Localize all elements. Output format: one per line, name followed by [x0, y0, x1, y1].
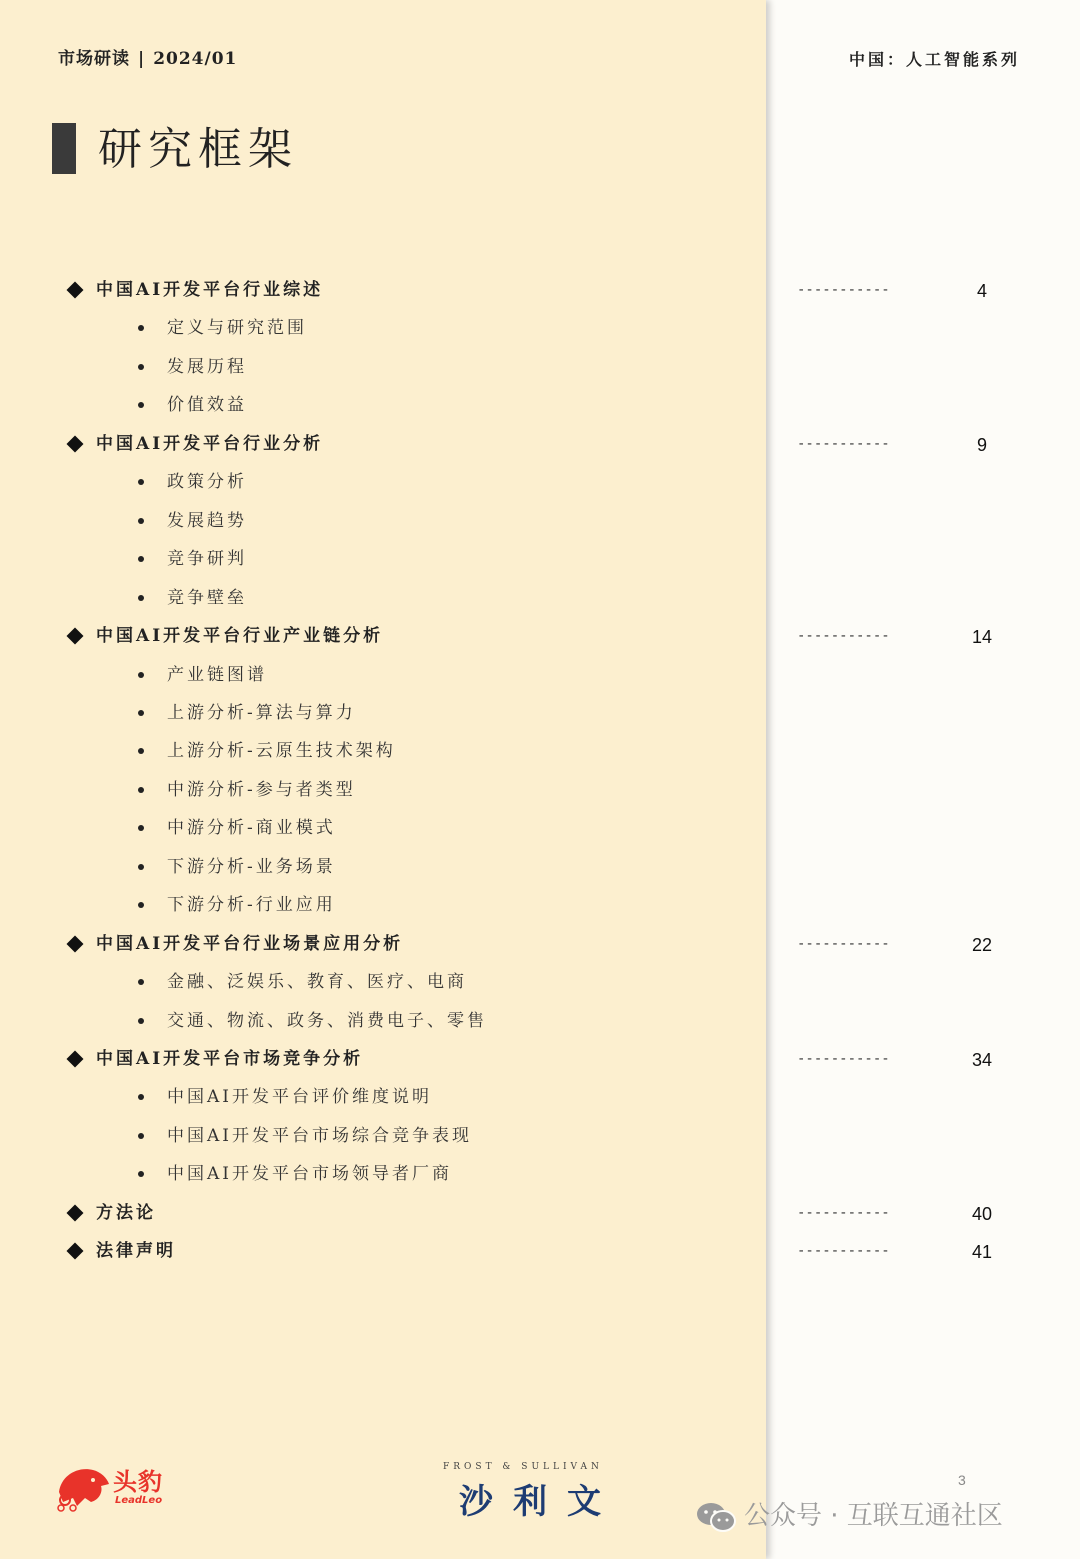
dot-bullet-icon: [138, 1018, 144, 1024]
toc-subitem[interactable]: [0, 892, 1080, 922]
title-accent-bar: [52, 123, 76, 174]
toc-subitem[interactable]: [0, 1123, 1080, 1153]
toc-leader-dashes: -----------: [797, 435, 890, 452]
toc-section-label: 中国AI开发平台市场竞争分析: [96, 1049, 364, 1069]
toc-section-label: 中国AI开发平台行业综述: [96, 280, 324, 300]
toc-subitem-label: 上游分析-云原生技术架构: [167, 741, 396, 762]
toc-subitem-label: 竞争壁垒: [167, 587, 247, 608]
toc-section-label: 中国AI开发平台行业场景应用分析: [96, 933, 404, 954]
toc-page-number: 34: [971, 1050, 993, 1070]
toc-section[interactable]: [0, 431, 1080, 461]
diamond-bullet-icon: [67, 1243, 84, 1260]
toc-page-number: 4: [976, 281, 987, 301]
dot-bullet-icon: [138, 1133, 144, 1139]
dot-bullet-icon: [138, 479, 144, 485]
toc-subitem-label: 金融、泛娱乐、教育、医疗、电商: [167, 972, 467, 993]
toc-subitem[interactable]: [0, 854, 1080, 884]
toc-subitem-label: 上游分析-算法与算力: [167, 702, 356, 723]
toc-leader-dashes: -----------: [797, 935, 890, 952]
dot-bullet-icon: [138, 864, 144, 870]
toc-subitem[interactable]: [0, 546, 1080, 576]
toc-subitem-label: 政策分析: [167, 472, 247, 493]
dot-bullet-icon: [138, 556, 144, 562]
dot-bullet-icon: [138, 979, 144, 985]
diamond-bullet-icon: [67, 435, 84, 452]
diamond-bullet-icon: [67, 628, 84, 645]
dot-bullet-icon: [138, 1171, 144, 1177]
toc-page-number: 22: [971, 934, 993, 955]
wechat-watermark: [696, 1498, 1066, 1534]
dot-bullet-icon: [138, 825, 144, 831]
toc-subitem[interactable]: [0, 315, 1080, 345]
report-header: [58, 44, 237, 69]
series-title: 中国：人工智能系列: [848, 50, 1020, 69]
toc-subitem-label: 发展历程: [167, 356, 247, 377]
toc-subitem-label: 中国AI开发平台评价维度说明: [167, 1087, 432, 1108]
dot-bullet-icon: [138, 1094, 144, 1100]
toc-subitem[interactable]: [0, 1008, 1080, 1038]
leadleo-en-name: LeadLeo: [115, 1495, 163, 1506]
toc-page-number: 41: [971, 1242, 993, 1263]
watermark-text: 公众号 · 互联互通社区: [744, 1501, 1003, 1531]
fs-cn-name: 沙利文: [459, 1482, 621, 1522]
toc-subitem-label: 竞争研判: [167, 549, 247, 570]
toc-subitem[interactable]: [0, 392, 1080, 422]
toc-subitem-label: 中国AI开发平台市场领导者厂商: [167, 1164, 452, 1185]
toc-section-label: 法律声明: [96, 1241, 176, 1262]
diamond-bullet-icon: [67, 1204, 84, 1221]
toc-section-label: 方法论: [96, 1202, 156, 1223]
dot-bullet-icon: [138, 710, 144, 716]
toc-section[interactable]: [0, 277, 1080, 307]
leadleo-cn-name: 头豹: [113, 1468, 163, 1496]
header-separator: |: [138, 49, 146, 69]
toc-section[interactable]: [0, 1046, 1080, 1076]
dot-bullet-icon: [138, 595, 144, 601]
toc-section-label: 中国AI开发平台行业分析: [96, 433, 324, 454]
toc-subitem-label: 定义与研究范围: [167, 318, 307, 339]
report-date: 2024/01: [153, 49, 238, 69]
toc-subitem[interactable]: [0, 777, 1080, 807]
toc-subitem-label: 下游分析-行业应用: [167, 895, 336, 916]
toc-subitem-label: 中游分析-商业模式: [167, 818, 336, 839]
dot-bullet-icon: [138, 364, 144, 370]
dot-bullet-icon: [138, 325, 144, 331]
diamond-bullet-icon: [67, 935, 84, 952]
leopard-icon: [55, 1462, 111, 1512]
toc-section[interactable]: [0, 931, 1080, 961]
toc-subitem[interactable]: [0, 815, 1080, 845]
toc-subitem-label: 价值效益: [167, 395, 247, 416]
toc-subitem-label: 下游分析-业务场景: [167, 856, 336, 877]
dot-bullet-icon: [138, 518, 144, 524]
toc-subitem[interactable]: [0, 508, 1080, 538]
toc-page-number: 14: [971, 627, 993, 648]
dot-bullet-icon: [138, 787, 144, 793]
toc-subitem[interactable]: [0, 662, 1080, 692]
toc-section[interactable]: [0, 1200, 1080, 1230]
leadleo-logo: [55, 1462, 175, 1514]
toc-subitem[interactable]: [0, 585, 1080, 615]
toc-subitem-label: 交通、物流、政务、消费电子、零售: [167, 1010, 487, 1031]
wechat-icon: [696, 1502, 736, 1532]
toc-subitem[interactable]: [0, 1084, 1080, 1114]
toc-leader-dashes: -----------: [797, 1243, 890, 1260]
report-type: 市场研读: [58, 49, 130, 69]
toc-page-number: 9: [976, 434, 987, 455]
frost-sullivan-logo: [443, 1462, 643, 1522]
toc-page-number: 40: [971, 1203, 993, 1224]
toc-subitem[interactable]: [0, 700, 1080, 730]
toc-leader-dashes: -----------: [797, 282, 890, 298]
dot-bullet-icon: [138, 672, 144, 678]
toc-subitem-label: 发展趋势: [167, 510, 247, 531]
toc-subitem[interactable]: [0, 969, 1080, 999]
toc-leader-dashes: -----------: [797, 1204, 890, 1221]
diamond-bullet-icon: [67, 1051, 84, 1068]
toc-subitem[interactable]: [0, 354, 1080, 384]
toc-leader-dashes: -----------: [797, 628, 890, 645]
toc-subitem[interactable]: [0, 469, 1080, 499]
toc-section-label: 中国AI开发平台行业产业链分析: [96, 626, 384, 647]
fs-en-name: FROST & SULLIVAN: [443, 1462, 603, 1472]
toc-subitem[interactable]: [0, 1161, 1080, 1191]
diamond-bullet-icon: [67, 282, 84, 299]
toc-section[interactable]: [0, 623, 1080, 653]
page-title: 研究框架: [98, 124, 298, 175]
toc-subitem-label: 中国AI开发平台市场综合竞争表现: [167, 1125, 472, 1146]
toc-subitem-label: 中游分析-参与者类型: [167, 779, 356, 800]
toc-section[interactable]: [0, 1238, 1080, 1268]
page-number: 3: [958, 1472, 966, 1488]
dot-bullet-icon: [138, 902, 144, 908]
dot-bullet-icon: [138, 402, 144, 408]
toc-subitem-label: 产业链图谱: [167, 664, 267, 685]
toc-leader-dashes: -----------: [797, 1051, 890, 1067]
toc-subitem[interactable]: [0, 738, 1080, 768]
dot-bullet-icon: [138, 748, 144, 754]
